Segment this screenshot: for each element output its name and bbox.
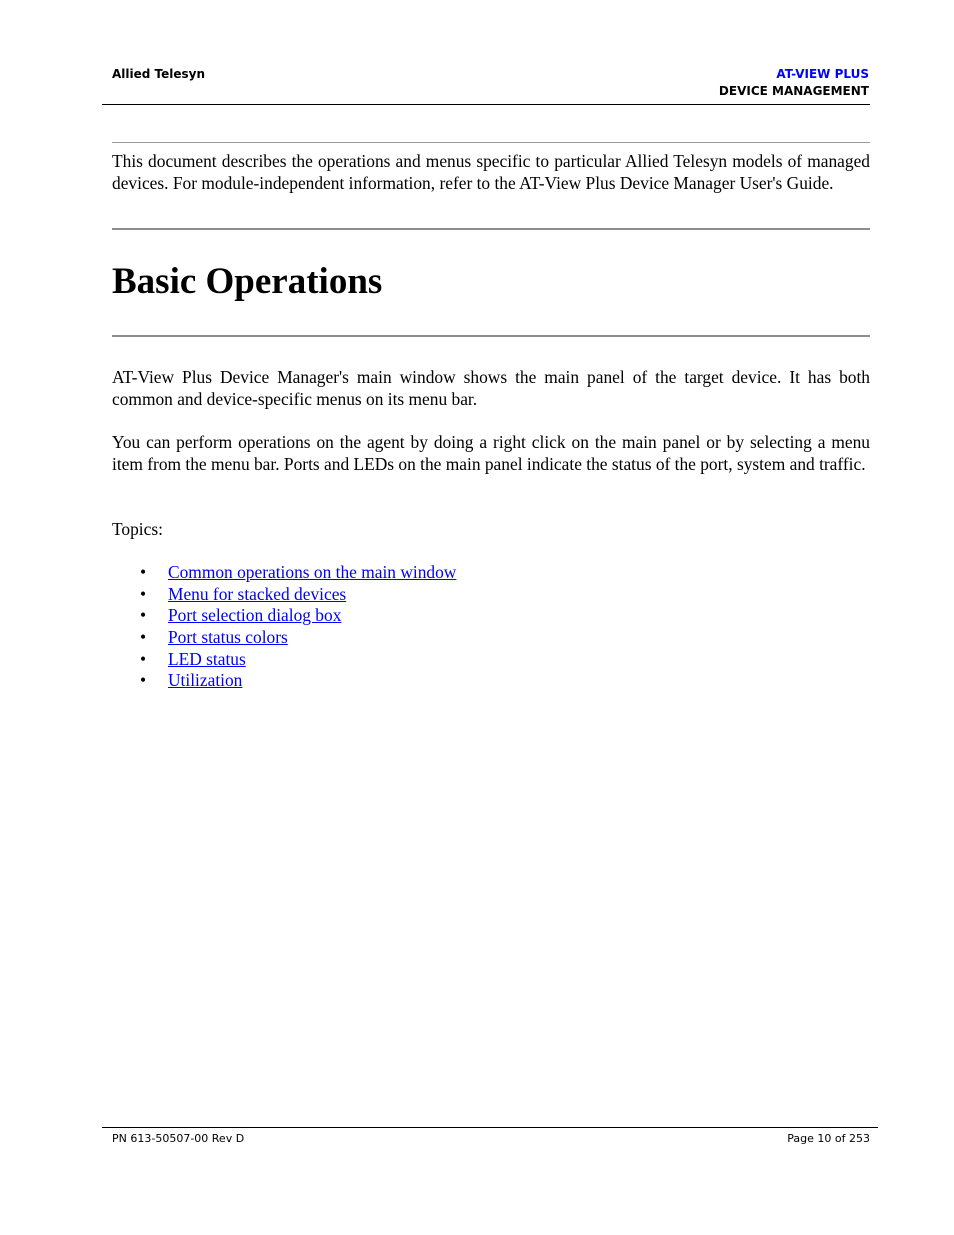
list-item: [112, 627, 456, 649]
intro-paragraph: This document describes the operations and menus specific to particular Allied Telesyn models of managed devices. For module-independent information, refer to the AT-View Plus Device Manager User's Guide.: [112, 151, 870, 193]
title-rule: [112, 335, 870, 337]
topics-list: [112, 562, 456, 692]
intro-top-rule: [112, 142, 870, 143]
link-stacked-devices-menu[interactable]: Menu for stacked devices: [168, 583, 347, 604]
footer-page-number: Page 10 of 253: [787, 1132, 870, 1145]
link-led-status[interactable]: LED status: [168, 648, 246, 669]
bullet: •: [140, 627, 147, 648]
list-item: [112, 562, 456, 584]
page-title: Basic Operations: [112, 261, 383, 302]
intro-bottom-rule: [112, 228, 870, 230]
header-product: AT-VIEW PLUS: [776, 67, 869, 81]
header-rule: [102, 104, 870, 105]
header-right-block: [719, 66, 869, 100]
list-item: [112, 649, 456, 671]
link-utilization[interactable]: Utilization: [168, 670, 243, 691]
bullet: •: [140, 583, 147, 604]
link-common-operations[interactable]: Common operations on the main window: [168, 562, 457, 582]
list-item: [112, 605, 456, 627]
body-paragraph-1: AT-View Plus Device Manager's main window shows the main panel of the target device. It has both common and device-specific menus on its menu bar.: [112, 367, 870, 409]
footer-rule: [102, 1127, 878, 1128]
topics-label: Topics:: [112, 519, 163, 539]
list-item: [112, 670, 456, 692]
footer-part-number: PN 613-50507-00 Rev D: [112, 1132, 245, 1145]
link-port-selection-dialog[interactable]: Port selection dialog box: [168, 605, 342, 626]
bullet: •: [140, 670, 147, 691]
body-paragraph-2: You can perform operations on the agent by doing a right click on the main panel or by selecting a menu item from the menu bar. Ports and LEDs on the main panel indicate the status of the port, system and traffic.: [112, 432, 870, 474]
link-port-status-colors[interactable]: Port status colors: [168, 627, 288, 648]
list-item: [112, 584, 456, 606]
header-company: Allied Telesyn: [112, 67, 206, 81]
bullet: •: [140, 648, 147, 669]
header-section: DEVICE MANAGEMENT: [718, 84, 869, 98]
bullet: •: [140, 562, 147, 582]
bullet: •: [140, 605, 147, 626]
